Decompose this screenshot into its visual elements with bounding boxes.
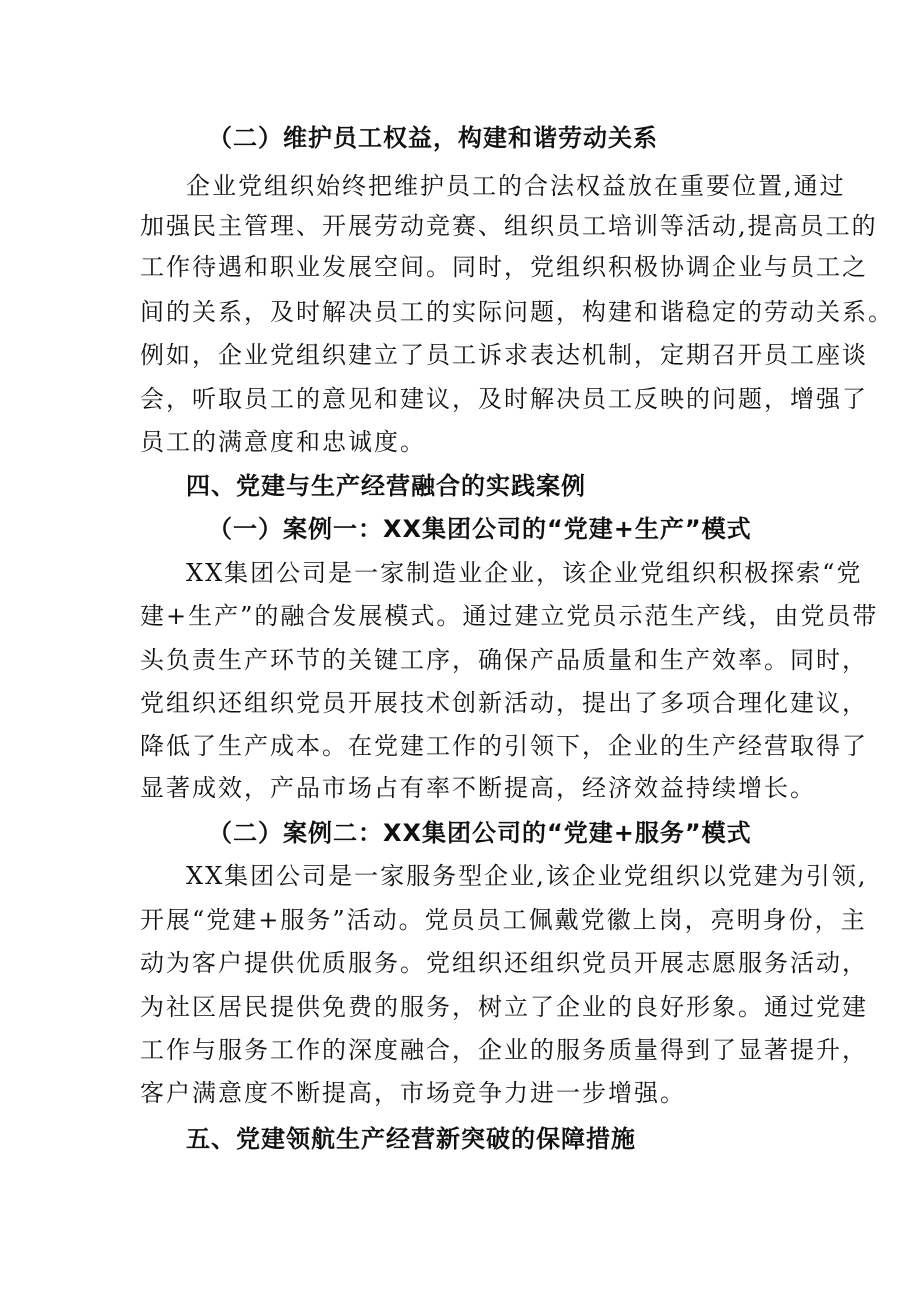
paragraph-line: 为社区居民提供免费的服务，树立了企业的良好形象。通过党建 [140,993,868,1021]
paragraph-line: 头负责生产环节的关键工序，确保产品质量和生产效率。同时， [140,646,868,674]
chapter-heading-5-safeguard-measures: 五、党建领航生产经营新突破的保障措施 [186,1125,636,1153]
paragraph-line: 动为客户提供优质服务。党组织还组织党员开展志愿服务活动， [140,949,868,977]
paragraph-line: 建+生产”的融合发展模式。通过建立党员示范生产线，由党员带 [140,602,879,630]
paragraph-line: 间的关系，及时解决员工的实际问题，构建和谐稳定的劳动关系。 [140,298,894,326]
section-heading-case-1: （一）案例一：XX集团公司的“党建+生产”模式 [208,515,752,543]
paragraph-line: 工作与服务工作的深度融合，企业的服务质量得到了显著提升， [140,1036,868,1064]
paragraph-line: 企业党组织始终把维护员工的合法权益放在重要位置,通过 [186,172,846,200]
paragraph-line: 客户满意度不断提高，市场竞争力进一步增强。 [140,1079,686,1107]
paragraph-line: 显著成效，产品市场占有率不断提高，经济效益持续增长。 [140,774,816,802]
paragraph-line: XX集团公司是一家服务型企业,该企业党组织以党建为引领, [186,862,868,890]
paragraph-line: 工作待遇和职业发展空间。同时，党组织积极协调企业与员工之 [140,253,868,281]
paragraph-line: 会，听取员工的意见和建议，及时解决员工反映的问题，增强了 [140,385,868,413]
paragraph-line: 加强民主管理、开展劳动竞赛、组织员工培训等活动,提高员工的 [140,212,878,240]
section-heading-case-2: （二）案例二：XX集团公司的“党建+服务”模式 [208,819,752,847]
paragraph-line: 党组织还组织党员开展技术创新活动，提出了多项合理化建议， [140,689,868,717]
paragraph-line: 员工的满意度和忠诚度。 [140,428,426,456]
paragraph-line: 降低了生产成本。在党建工作的引领下，企业的生产经营取得了 [140,732,868,760]
paragraph-line: XX集团公司是一家制造业企业，该企业党组织积极探索“党 [186,559,863,587]
paragraph-line: 例如，企业党组织建立了员工诉求表达机制，定期召开员工座谈 [140,341,868,369]
chapter-heading-4-practice-cases: 四、党建与生产经营融合的实践案例 [186,472,586,500]
paragraph-line: 开展“党建+服务”活动。党员员工佩戴党徽上岗，亮明身份，主 [140,906,867,934]
section-heading-2-protect-employee-rights: （二）维护员工权益，构建和谐劳动关系 [208,124,658,152]
